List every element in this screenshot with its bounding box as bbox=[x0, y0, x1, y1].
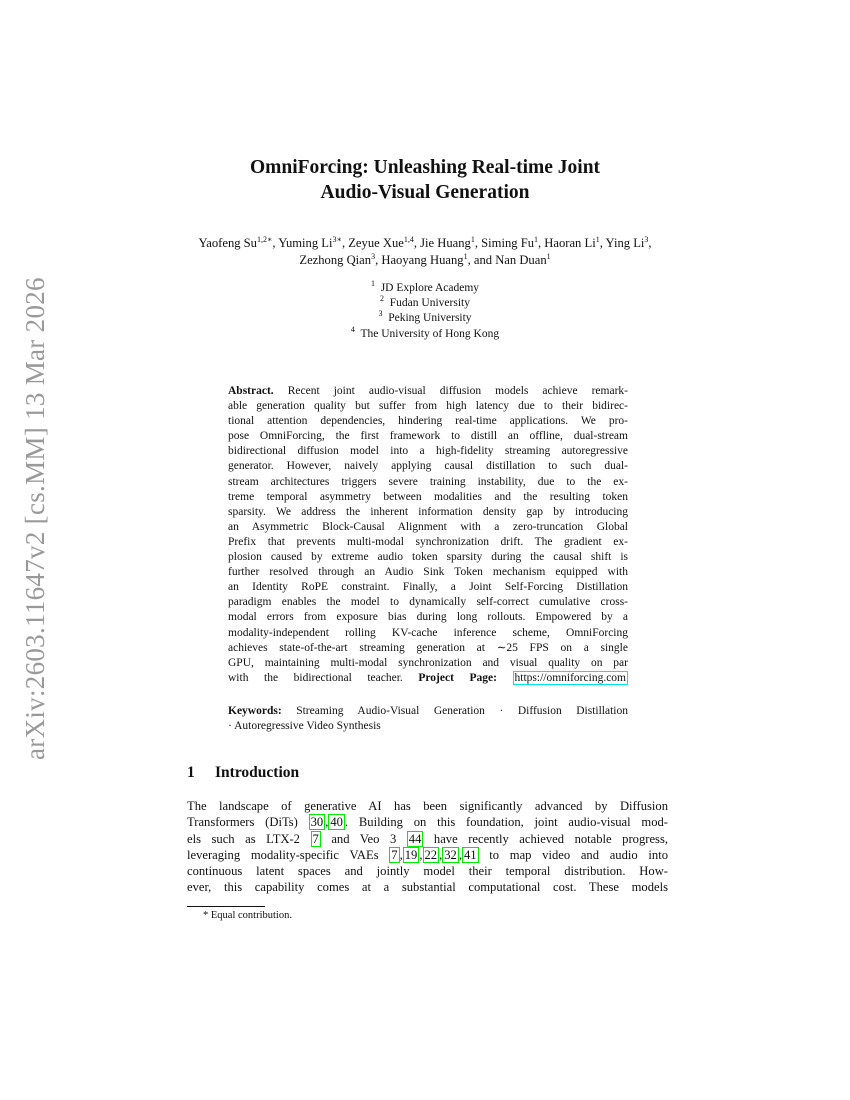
author: Siming Fu$^1$ bbox=[481, 235, 538, 250]
affiliation: $^4$ The University of Hong Kong bbox=[350, 324, 500, 340]
citation-link[interactable]: 22 bbox=[424, 847, 438, 862]
paper-title bbox=[0, 155, 850, 205]
author: Haoran Li$^1$ bbox=[544, 235, 600, 250]
affiliation: $^3$ Peking University bbox=[378, 309, 472, 325]
section-heading-introduction: 1 Introduction bbox=[187, 764, 300, 781]
author: Ying Li$^3$ bbox=[605, 235, 649, 250]
abstract-label: Abstract. bbox=[228, 385, 274, 397]
introduction-text: The landscape of generative AI has been significantly advanced by Diffusion Transformers (DiTs) 30 , 40 . Building on this foundation, joint audio-visual mod- els such as LTX-2 7 and Veo 3 44 have recently achieved notable progress, leveraging modality-specific VAEs 7 , 19 , 22 , 32 , 41 to map video and audio into continuous latent spaces and jointly model their temporal distribution. How- ever, this capability comes at a substantial computational cost. These models bbox=[187, 799, 668, 895]
citation-link[interactable]: 7 bbox=[312, 831, 319, 846]
author: Nan Duan$^1$ bbox=[495, 252, 551, 267]
keywords-label: Keywords: bbox=[228, 705, 282, 717]
author: Yuming $Li^{3∗}$ bbox=[278, 235, 342, 250]
author-list: Yaofeng $Su^{1,2∗}$, Yuming $Li^{3∗}$, Zeyue Xue$^{1,4}$, Jie Huang$^1$, Siming Fu$^1$, Haoran Li$^1$, Ying Li$^3$, Zezhong Qian$^3$, Haoyang Huang$^1$, and Nan Duan$^1$ bbox=[198, 235, 652, 267]
title-line-2: Audio-Visual Generation bbox=[320, 182, 530, 203]
abstract: Abstract. Recent joint audio-visual diffusion models achieve remark- able generation quality but suffer from high latency due to their bidirec- tional attention dependencies, hindering real-time applications. We pro- pose OmniForcing, the first framework to distill an offline, dual-stream bidirectional diffusion model into a high-fidelity streaming autoregressive generator. However, naively applying causal distillation to such dual- stream architectures triggers severe training instability, due to the ex- treme temporal asymmetry between modalities and the resulting token sparsity. We address the inherent information density gap by introducing an Asymmetric Block-Causal Alignment with a zero-truncation Global Prefix that prevents multi-modal synchronization drift. The gradient ex- plosion caused by extreme audio token sparsity during the causal shift is further resolved through an Audio Sink Token mechanism equipped with an Identity RoPE constraint. Finally, a Joint Self-Forcing Distillation paradigm enables the model to dynamically self-correct cumulative cross- modal errors from exposure bias during long rollouts. Empowered by a modality-independent rolling KV-cache inference scheme, OmniForcing achieves state-of-the-art streaming generation at ∼25 FPS on a single GPU, maintaining multi-modal synchronization and visual quality on par with the bidirectional teacher. Project Page: https://omniforcing.com bbox=[228, 385, 628, 684]
project-page-label: Project Page: bbox=[418, 671, 497, 684]
citation-link[interactable]: 19 bbox=[404, 847, 418, 862]
author: Zezhong Qian$^3$ bbox=[299, 252, 376, 267]
affiliation: $^2$ Fudan University bbox=[380, 294, 470, 310]
author: Zeyue Xue$^{1,4}$ bbox=[348, 235, 414, 250]
citation-link[interactable]: 40 bbox=[330, 815, 343, 830]
keywords: Keywords: Streaming Audio-Visual Generation · Diffusion Distillation · Autoregressive Video Synthesis bbox=[228, 705, 628, 733]
author: Yaofeng $Su^{1,2∗}$ bbox=[198, 235, 273, 250]
citation-link[interactable]: 7 bbox=[391, 847, 398, 862]
footnote: * Equal contribution. bbox=[203, 910, 292, 921]
citation-link[interactable]: 41 bbox=[464, 847, 477, 862]
citation-link[interactable]: 32 bbox=[444, 847, 457, 862]
footnote-divider bbox=[187, 906, 265, 907]
author: Jie Huang$^1$ bbox=[420, 235, 475, 250]
citation-link[interactable]: 44 bbox=[408, 831, 422, 846]
author: Haoyang Huang$^1$ bbox=[381, 252, 468, 267]
citation-link[interactable]: 30 bbox=[310, 815, 324, 830]
title-line-1: OmniForcing: Unleashing Real-time Joint bbox=[249, 157, 601, 178]
project-page-link[interactable]: https://omniforcing.com bbox=[514, 671, 626, 684]
affiliations bbox=[0, 281, 850, 342]
affiliation: $^1$ JD Explore Academy bbox=[370, 279, 480, 294]
arxiv-identifier: arXiv:2603.11647v2 [cs.MM] 13 Mar 2026 bbox=[20, 277, 50, 760]
